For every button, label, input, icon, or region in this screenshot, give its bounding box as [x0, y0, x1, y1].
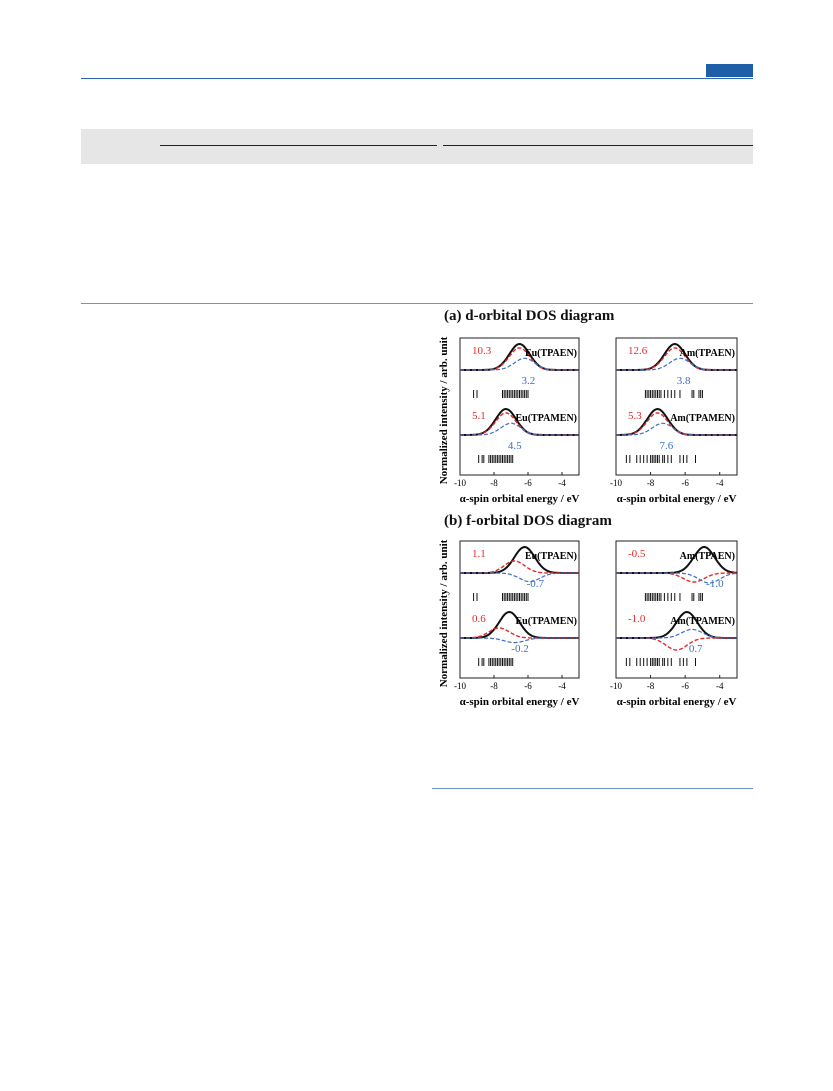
- compound-label: Eu(TPAEN): [524, 551, 577, 562]
- table-header-band: [81, 129, 753, 164]
- blue-value-label: 4.5: [507, 440, 522, 452]
- header-rule: [81, 78, 753, 79]
- blue-dos-curve: [460, 358, 579, 370]
- blue-dos-curve: [616, 629, 737, 638]
- trace-upper: [460, 547, 579, 601]
- x-tick-label: -10: [454, 681, 466, 691]
- red-value-label: 0.6: [472, 613, 486, 625]
- panel-b-chart: [432, 528, 753, 710]
- x-tick-label: -6: [524, 478, 532, 488]
- trace-lower: [616, 409, 737, 463]
- trace-upper: [460, 344, 579, 398]
- blue-value-label: 7.6: [659, 440, 674, 452]
- panel-a-title: (a) d-orbital DOS diagram: [444, 308, 615, 324]
- x-tick-label: -8: [646, 478, 655, 488]
- red-value-label: 10.3: [472, 345, 492, 357]
- trace-upper: [616, 344, 737, 398]
- y-axis-label: Normalized intensity / arb. unit: [438, 539, 450, 688]
- subplot-2: [610, 338, 737, 505]
- section-rule: [81, 303, 753, 304]
- panel-a-chart: [432, 325, 753, 505]
- trace-upper: [616, 547, 737, 601]
- x-axis-label: α-spin orbital energy / eV: [459, 696, 580, 708]
- subplot-2: [610, 541, 737, 708]
- x-tick-label: -4: [558, 681, 566, 691]
- x-tick-label: -6: [681, 478, 689, 488]
- x-tick-label: -4: [558, 478, 566, 488]
- x-tick-label: -6: [681, 681, 689, 691]
- subplot-1: [454, 541, 579, 708]
- compound-label: Am(TPAMEN): [670, 616, 735, 627]
- compound-label: Am(TPAMEN): [670, 413, 735, 424]
- compound-label: Am(TPAEN): [679, 348, 735, 359]
- y-axis-label: Normalized intensity / arb. unit: [438, 336, 450, 485]
- trace-lower: [460, 409, 579, 463]
- x-tick-label: -10: [610, 478, 622, 488]
- red-value-label: 12.6: [628, 345, 648, 357]
- compound-label: Eu(TPAMEN): [515, 616, 577, 627]
- x-tick-label: -8: [646, 681, 655, 691]
- x-tick-label: -10: [454, 478, 466, 488]
- blue-value-label: -1.0: [706, 578, 724, 590]
- x-axis-label: α-spin orbital energy / eV: [459, 493, 580, 505]
- blue-value-label: 0.7: [688, 643, 703, 655]
- page-number-tab: [706, 64, 753, 77]
- red-dos-curve: [460, 561, 579, 573]
- compound-label: Eu(TPAEN): [524, 348, 577, 359]
- table-group-rule-left: [160, 145, 437, 146]
- x-axis-label: α-spin orbital energy / eV: [616, 696, 737, 708]
- x-tick-label: -4: [715, 681, 724, 691]
- x-tick-label: -8: [490, 681, 498, 691]
- blue-value-label: 3.2: [521, 375, 536, 387]
- compound-label: Am(TPAEN): [679, 551, 735, 562]
- x-tick-label: -6: [524, 681, 532, 691]
- blue-dos-curve: [460, 573, 579, 582]
- red-value-label: -1.0: [628, 613, 646, 625]
- red-value-label: 5.1: [472, 410, 486, 422]
- table-group-rule-right: [443, 145, 753, 146]
- blue-dos-curve: [616, 358, 737, 370]
- figure-bottom-rule: [432, 788, 753, 789]
- subplot-1: [454, 338, 579, 505]
- blue-value-label: -0.2: [511, 643, 529, 655]
- red-dos-curve: [616, 638, 737, 650]
- panel-b-title: (b) f-orbital DOS diagram: [444, 513, 612, 529]
- x-tick-label: -4: [715, 478, 724, 488]
- red-value-label: -0.5: [628, 548, 646, 560]
- blue-value-label: 3.8: [676, 375, 691, 387]
- compound-label: Eu(TPAMEN): [515, 413, 577, 424]
- trace-lower: [460, 612, 579, 666]
- red-value-label: 5.3: [628, 410, 642, 422]
- x-tick-label: -10: [610, 681, 622, 691]
- blue-value-label: -0.7: [526, 578, 545, 590]
- x-tick-label: -8: [490, 478, 498, 488]
- trace-lower: [616, 612, 737, 666]
- red-dos-curve: [460, 628, 579, 638]
- x-axis-label: α-spin orbital energy / eV: [616, 493, 737, 505]
- red-value-label: 1.1: [472, 548, 486, 560]
